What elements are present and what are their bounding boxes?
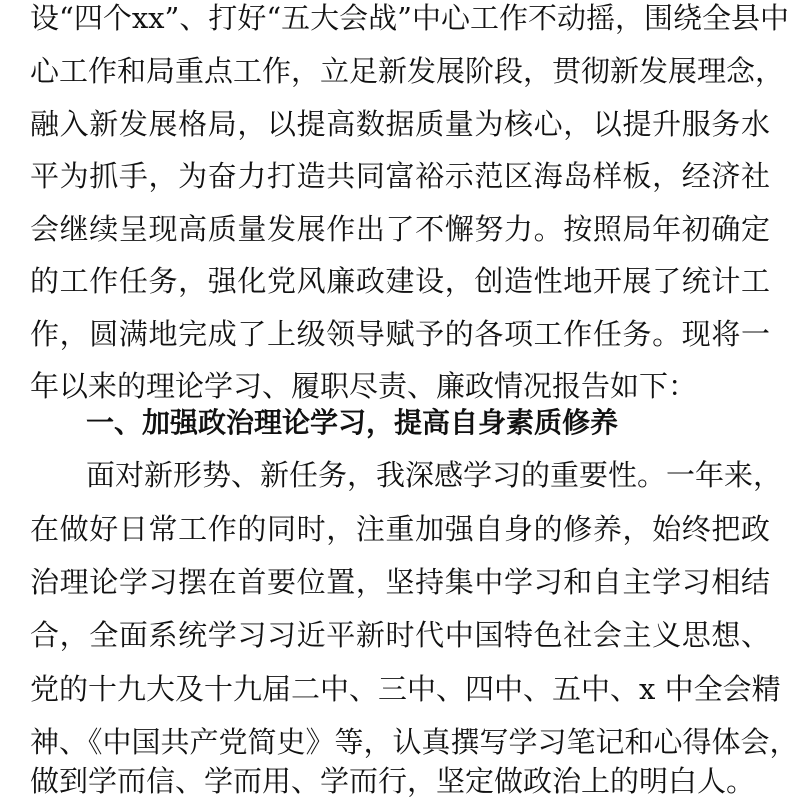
intro-paragraph-line: 设“四个xx”、打好“五大会战”中心工作不动摇，围绕全县中 [30,1,790,35]
intro-paragraph-line: 作，圆满地完成了上级领导赋予的各项工作任务。现将一 [30,317,770,351]
section-paragraph-line: 治理论学习摆在首要位置，坚持集中学习和自主学习相结 [30,565,770,599]
section-paragraph-line: 合，全面系统学习习近平新时代中国特色社会主义思想、 [30,618,770,652]
intro-paragraph-line: 年以来的理论学习、履职尽责、廉政情况报告如下： [30,369,698,403]
section-paragraph-line: 做到学而信、学而用、学而行，坚定做政治上的明白人。 [30,764,756,798]
section-heading: 一、加强政治理论学习，提高自身素质修养 [86,406,619,439]
section-paragraph-line: 面对新形势、新任务，我深感学习的重要性。一年来， [86,458,783,492]
section-paragraph-line: 党的十九大及十九届二中、三中、四中、五中、x 中全会精 [30,672,781,706]
intro-paragraph-line: 心工作和局重点工作，立足新发展阶段，贯彻新发展理念， [30,54,785,88]
intro-paragraph-line: 的工作任务，强化党风廉政建设，创造性地开展了统计工 [30,264,770,298]
intro-paragraph-line: 平为抓手，为奋力打造共同富裕示范区海岛样板，经济社 [30,159,770,193]
section-paragraph-line: 在做好日常工作的同时，注重加强自身的修养，始终把政 [30,512,770,546]
intro-paragraph-line: 会继续呈现高质量发展作出了不懈努力。按照局年初确定 [30,212,770,246]
intro-paragraph-line: 融入新发展格局，以提高数据质量为核心，以提升服务水 [30,107,770,141]
section-paragraph-line: 神、《中国共产党简史》等，认真撰写学习笔记和心得体会， [30,725,799,759]
